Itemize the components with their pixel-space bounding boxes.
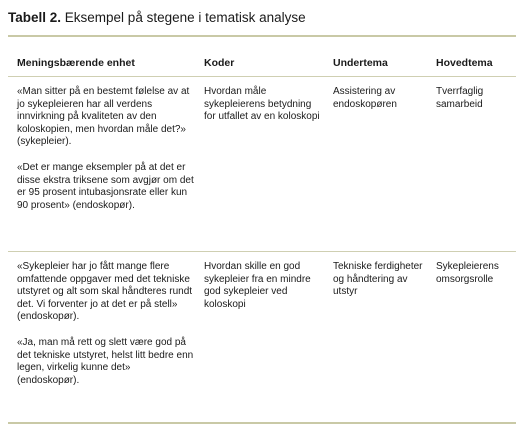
row1-code: Hvordan måle sykepleierens betydning for utfallet av en koloskopi	[204, 86, 320, 123]
header-meaning-unit: Meningsbærende enhet	[17, 57, 135, 69]
header-codes: Koder	[204, 57, 235, 69]
row1-meaning-unit	[17, 86, 195, 212]
row-separator	[8, 251, 516, 252]
bottom-rule	[8, 422, 516, 424]
row1-subtheme: Assistering av endoskopøren	[333, 86, 397, 110]
row2-meaning-unit	[17, 261, 195, 387]
row1-maintheme: Tverrfaglig samarbeid	[436, 86, 484, 110]
table-caption-text: Eksempel på stegene i tematisk analyse	[61, 10, 306, 25]
row2-subtheme: Tekniske ferdigheter og håndtering av utstyr	[333, 261, 423, 298]
row2-quote-2: «Ja, man må rett og slett være god på det tekniske utstyret, helst litt bedre enn legen, virkelig kunne det» (endoskopør).	[17, 336, 194, 386]
row2-quote-1: «Sykepleier har jo fått mange flere omfattende oppgaver med det tekniske utstyret og alt som skal håndteres rundt det. Vi forventer jo at det er på stell» (endoskopør).	[17, 261, 193, 323]
row1-quote-1: «Man sitter på en bestemt følelse av at jo sykepleieren har all verdens innvirkning på kvaliteten av den koloskopien, men hvordan måle det?» (sykepleier).	[17, 86, 190, 148]
header-separator	[8, 76, 516, 77]
row2-maintheme: Sykepleierens omsorgsrolle	[436, 261, 499, 285]
table-caption	[8, 10, 306, 25]
table-label: Tabell 2.	[8, 10, 62, 25]
header-subtheme: Undertema	[333, 57, 388, 69]
row2-code: Hvordan skille en god sykepleier fra en mindre god sykepleier ved koloskopi	[204, 261, 311, 310]
top-rule	[8, 35, 516, 37]
header-maintheme: Hovedtema	[436, 57, 493, 69]
row1-quote-2: «Det er mange eksempler på at det er disse ekstra triksene som avgjør om det er 95 prosent intubasjonsrate eller kun 90 prosent» (endoskopør).	[17, 161, 194, 211]
